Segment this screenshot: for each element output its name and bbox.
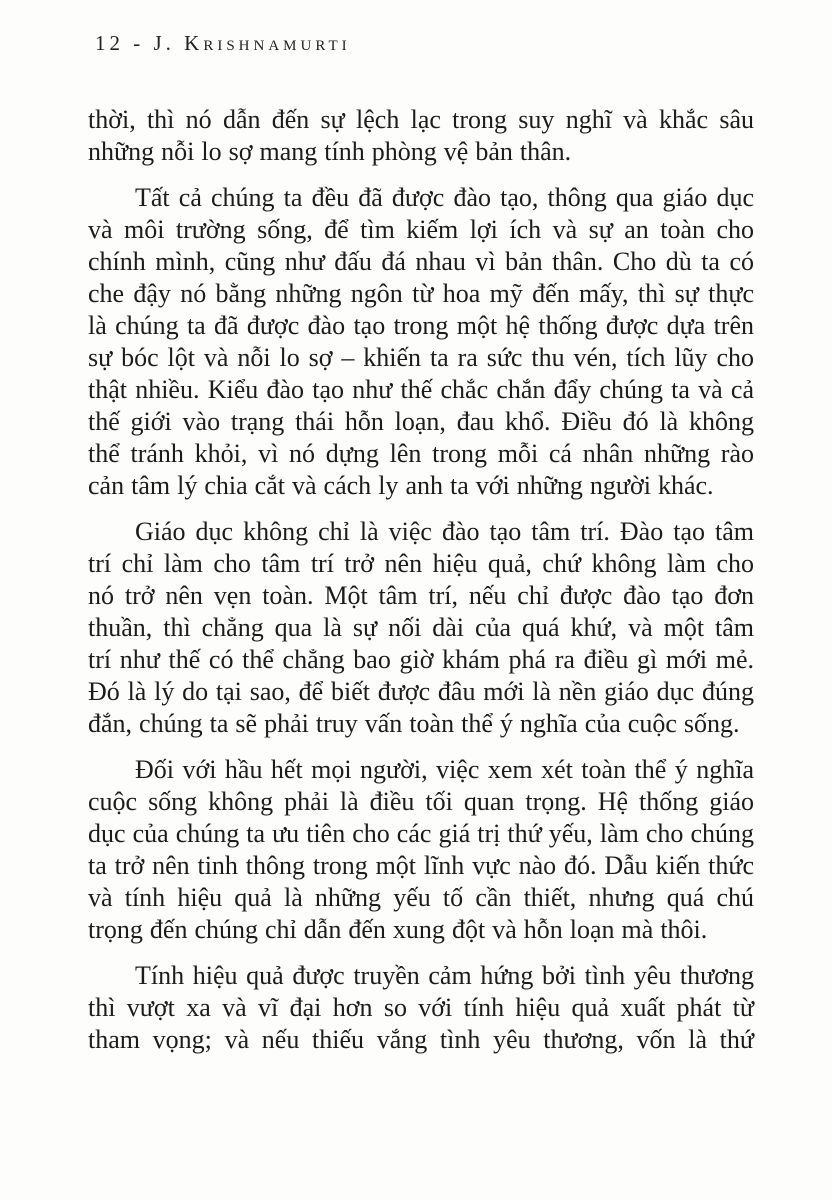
paragraph [88,182,754,502]
running-header: 12 - J. Krishnamurti [95,31,351,55]
text-line: Đó là lý do tại sao, để biết được đâu mới là nền giáo dục đúng [88,677,754,706]
text-line: thuần, thì chẳng qua là sự nối dài của quá khứ, và một tâm [88,613,754,642]
text-line: và tính hiệu quả là những yếu tố cần thiết, nhưng quá chú [88,883,754,912]
text-line: tham vọng; và nếu thiếu vắng tình yêu thương, vốn là thứ [88,1025,754,1054]
text-line: thời, thì nó dẫn đến sự lệch lạc trong suy nghĩ và khắc sâu [88,105,754,134]
text-line: là chúng ta đã được đào tạo trong một hệ thống được dựa trên [88,311,754,340]
paragraph [88,516,754,740]
paragraph [88,754,754,946]
text-line: Tính hiệu quả được truyền cảm hứng bởi tình yêu thương [135,961,754,990]
text-line: Đối với hầu hết mọi người, việc xem xét toàn thể ý nghĩa [135,755,754,784]
text-line: thế giới vào trạng thái hỗn loạn, đau khổ. Điều đó là không [88,407,754,436]
text-line: che đậy nó bằng những ngôn từ hoa mỹ đến mấy, thì sự thực [88,279,754,308]
text-line: sự bóc lột và nỗi lo sợ – khiến ta ra sức thu vén, tích lũy cho [88,343,754,372]
text-line: trí chỉ làm cho tâm trí trở nên hiệu quả, chứ không làm cho [88,549,754,578]
text-line: đắn, chúng ta sẽ phải truy vấn toàn thể ý nghĩa của cuộc sống. [88,709,740,738]
text-line: cản tâm lý chia cắt và cách ly anh ta với những người khác. [88,471,714,500]
text-line: thì vượt xa và vĩ đại hơn so với tính hiệu quả xuất phát từ [88,993,754,1022]
text-line: cuộc sống không phải là điều tối quan trọng. Hệ thống giáo [88,787,754,816]
paragraph [88,960,754,1056]
text-line: dục của chúng ta ưu tiên cho các giá trị thứ yếu, làm cho chúng [88,819,754,848]
text-line: trọng đến chúng chỉ dẫn đến xung đột và hỗn loạn mà thôi. [88,915,708,944]
text-line: Giáo dục không chỉ là việc đào tạo tâm trí. Đào tạo tâm [135,517,754,546]
text-line: và môi trường sống, để tìm kiếm lợi ích và sự an toàn cho [88,215,754,244]
text-line: trí như thế có thể chẳng bao giờ khám phá ra điều gì mới mẻ. [88,645,754,674]
paragraph [88,104,754,168]
text-block [88,104,754,1056]
text-line: Tất cả chúng ta đều đã được đào tạo, thông qua giáo dục [135,183,754,212]
text-line: những nỗi lo sợ mang tính phòng vệ bản thân. [88,137,572,166]
text-line: thể tránh khỏi, vì nó dựng lên trong mỗi cá nhân những rào [88,439,754,468]
text-line: ta trở nên tinh thông trong một lĩnh vực nào đó. Dẫu kiến thức [88,851,754,880]
text-line: chính mình, cũng như đấu đá nhau vì bản thân. Cho dù ta có [88,247,754,276]
text-line: nó trở nên vẹn toàn. Một tâm trí, nếu chỉ được đào tạo đơn [88,581,754,610]
text-line: thật nhiều. Kiểu đào tạo như thế chắc chắn đẩy chúng ta và cả [88,375,754,404]
